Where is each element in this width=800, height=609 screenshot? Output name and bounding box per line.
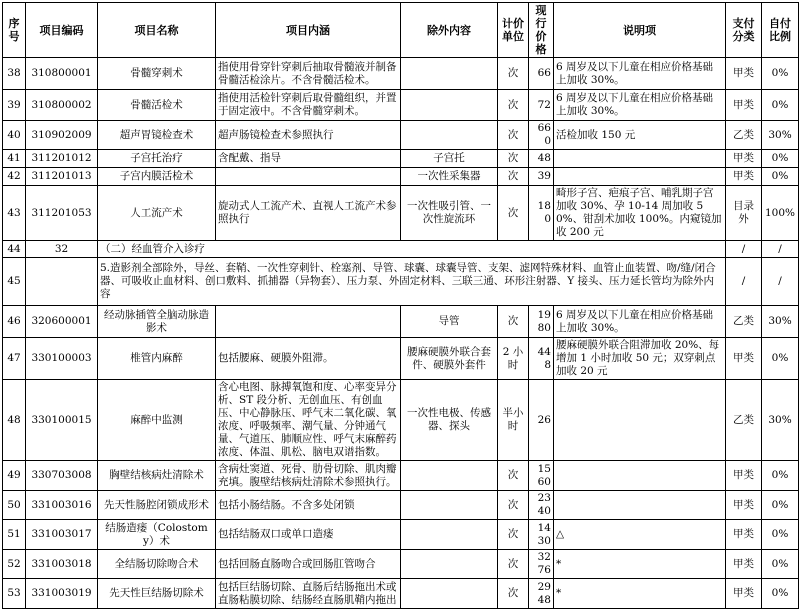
cell-payment-class: 甲类: [726, 338, 762, 380]
table-row: [3, 491, 799, 520]
cell-code: 311201012: [26, 150, 98, 168]
table-row: [3, 258, 799, 306]
cell-self-pay-ratio: 0%: [762, 550, 799, 579]
cell-self-pay-ratio: 0%: [762, 58, 799, 90]
cell-payment-class: 甲类: [726, 579, 762, 609]
header-excluded: 除外内容: [401, 3, 498, 58]
cell-unit: 次: [498, 186, 529, 241]
cell-price: 660: [529, 121, 554, 150]
cell-seq: 48: [3, 380, 26, 461]
cell-seq: 40: [3, 121, 26, 150]
cell-self-pay-ratio: 0%: [762, 150, 799, 168]
cell-name: 椎管内麻醉: [98, 338, 216, 380]
cell-price: 3276: [529, 550, 554, 579]
cell-code: 32: [26, 241, 98, 258]
header-name: 项目名称: [98, 3, 216, 58]
cell-payment-class: 乙类: [726, 380, 762, 461]
table-row: [3, 90, 799, 121]
cell-self-pay-ratio: 0%: [762, 491, 799, 520]
cell-payment-class: /: [726, 258, 762, 306]
cell-self-pay-ratio: 0%: [762, 90, 799, 121]
cell-payment-class: 甲类: [726, 150, 762, 168]
cell-notes: *: [554, 579, 726, 609]
cell-self-pay-ratio: 30%: [762, 380, 799, 461]
cell-price: 72: [529, 90, 554, 121]
cell-content: 包括结肠双口或单口造瘘: [216, 520, 401, 550]
cell-self-pay-ratio: 100%: [762, 186, 799, 241]
cell-name: 结肠造瘘（Colostomy）术: [98, 520, 216, 550]
cell-seq: 39: [3, 90, 26, 121]
table-row: [3, 461, 799, 491]
header-payment-class: 支付分类: [726, 3, 762, 58]
cell-excluded: 一次性电极、传感器、探头: [401, 380, 498, 461]
cell-code: 330100015: [26, 380, 98, 461]
cell-price: 2948: [529, 579, 554, 609]
cell-price: 2340: [529, 491, 554, 520]
cell-name: 人工流产术: [98, 186, 216, 241]
cell-code: 331003019: [26, 579, 98, 609]
cell-notes: 活检加收 150 元: [554, 121, 726, 150]
cell-name: 麻醉中监测: [98, 380, 216, 461]
cell-notes: *: [554, 550, 726, 579]
cell-name: 超声胃镜检查术: [98, 121, 216, 150]
cell-content: 包括巨结肠切除、直肠后结肠拖出术或直肠粘膜切除、结肠经直肠肌鞘内拖出: [216, 579, 401, 609]
cell-price: 66: [529, 58, 554, 90]
cell-seq: 42: [3, 168, 26, 186]
cell-notes: 畸形子宫、疤痕子宫、哺乳期子宫加收 30%、孕 10-14 周加收 50%、钳刮术加收 100%。内窥镜加收 200 元: [554, 186, 726, 241]
cell-payment-class: 甲类: [726, 520, 762, 550]
cell-code: 331003017: [26, 520, 98, 550]
cell-code: 330703008: [26, 461, 98, 491]
cell-code: 331003018: [26, 550, 98, 579]
cell-unit: 2 小时: [498, 338, 529, 380]
cell-self-pay-ratio: 30%: [762, 121, 799, 150]
cell-excluded: [401, 491, 498, 520]
header-self-pay-ratio: 自付比例: [762, 3, 799, 58]
cell-notes: [554, 168, 726, 186]
table-row: [3, 150, 799, 168]
cell-price: 48: [529, 150, 554, 168]
cell-content: 含病灶窦道、死骨、肋骨切除、肌肉瓣充填。腹壁结核病灶清除术参照执行。: [216, 461, 401, 491]
cell-seq: 44: [3, 241, 26, 258]
cell-payment-class: 甲类: [726, 90, 762, 121]
cell-name: 先天性肠腔闭锁成形术: [98, 491, 216, 520]
cell-self-pay-ratio: 0%: [762, 579, 799, 609]
cell-price: 180: [529, 186, 554, 241]
cell-name: 子宫内膜活检术: [98, 168, 216, 186]
cell-notes: 6 周岁及以下儿童在相应价格基础上加收 30%。: [554, 90, 726, 121]
header-code: 项目编码: [26, 3, 98, 58]
table-row: [3, 380, 799, 461]
cell-seq: 52: [3, 550, 26, 579]
cell-excluded: 子宫托: [401, 150, 498, 168]
cell-code: 310800002: [26, 90, 98, 121]
cell-payment-class: /: [726, 241, 762, 258]
cell-seq: 47: [3, 338, 26, 380]
cell-code: 311201053: [26, 186, 98, 241]
cell-name: 经动脉插管全脑动脉造影术: [98, 306, 216, 338]
cell-self-pay-ratio: /: [762, 258, 799, 306]
cell-notes: △: [554, 520, 726, 550]
cell-unit: 次: [498, 121, 529, 150]
cell-price: 1980: [529, 306, 554, 338]
cell-self-pay-ratio: 0%: [762, 338, 799, 380]
cell-price: 448: [529, 338, 554, 380]
cell-notes: [554, 150, 726, 168]
cell-name: 先天性巨结肠切除术: [98, 579, 216, 609]
cell-content: 指使用骨穿针穿刺后抽取骨髓液并制备骨髓活检涂片。不含骨髓活检术。: [216, 58, 401, 90]
cell-seq: 43: [3, 186, 26, 241]
header-unit: 计价单位: [498, 3, 529, 58]
cell-name: 骨髓穿刺术: [98, 58, 216, 90]
cell-self-pay-ratio: /: [762, 241, 799, 258]
cell-seq: 45: [3, 258, 26, 306]
cell-payment-class: 甲类: [726, 58, 762, 90]
cell-code: 310902009: [26, 121, 98, 150]
cell-seq: 53: [3, 579, 26, 609]
cell-self-pay-ratio: 0%: [762, 461, 799, 491]
cell-excluded: 腰麻硬膜外联合套件、硬膜外套件: [401, 338, 498, 380]
header-seq: 序号: [3, 3, 26, 58]
cell-unit: 次: [498, 150, 529, 168]
table-row: [3, 241, 799, 258]
table-row: [3, 550, 799, 579]
cell-seq: 50: [3, 491, 26, 520]
fee-schedule-table: [2, 2, 799, 609]
table-row: [3, 579, 799, 609]
cell-content: 包括腰麻、硬膜外阻滞。: [216, 338, 401, 380]
cell-code: 310800001: [26, 58, 98, 90]
table-row: [3, 306, 799, 338]
cell-self-pay-ratio: 30%: [762, 306, 799, 338]
cell-seq: 46: [3, 306, 26, 338]
cell-content: 包括回肠直肠吻合或回肠肛管吻合: [216, 550, 401, 579]
cell-unit: 次: [498, 58, 529, 90]
cell-payment-class: 甲类: [726, 491, 762, 520]
cell-payment-class: 甲类: [726, 168, 762, 186]
table-header-row: [3, 3, 799, 58]
table-row: [3, 520, 799, 550]
cell-unit: 次: [498, 579, 529, 609]
cell-notes: 6 周岁及以下儿童在相应价格基础上加收 30%。: [554, 58, 726, 90]
cell-unit: 半小时: [498, 380, 529, 461]
cell-excluded: 导管: [401, 306, 498, 338]
cell-code: 330100003: [26, 338, 98, 380]
cell-excluded: [401, 550, 498, 579]
cell-unit: 次: [498, 168, 529, 186]
cell-payment-class: 乙类: [726, 121, 762, 150]
cell-unit: 次: [498, 550, 529, 579]
cell-excluded: 一次性采集器: [401, 168, 498, 186]
cell-price: 1560: [529, 461, 554, 491]
table-row: [3, 121, 799, 150]
table-row: [3, 58, 799, 90]
table-row: [3, 338, 799, 380]
section-heading: （二）经血管介入诊疗: [98, 241, 726, 258]
header-content: 项目内涵: [216, 3, 401, 58]
cell-content: 旋动式人工流产术、直视人工流产术参照执行: [216, 186, 401, 241]
cell-payment-class: 乙类: [726, 306, 762, 338]
cell-content: 含心电图、脉搏氧饱和度、心率变异分析、ST 段分析、无创血压、有创血压、中心静脉压、呼气末二氧化碳、氧浓度、呼吸频率、潮气量、分钟通气量、气道压、肺顺应性、呼气末麻醉药浓度、体温、肌松、脑电双谱指数。: [216, 380, 401, 461]
exclusion-note: 5.造影剂全部除外，导丝、套鞘、一次性穿刺针、栓塞剂、导管、球囊、球囊导管、支架、滤网特殊材料、血管止血装置、吻/缝/闭合器、可吸收止血材料、创口敷料、抓捕器（异物套）、压力泵、外固定材料、三联三通、环形注射器、Y 接头、压力延长管均为除外内容: [98, 258, 726, 306]
cell-notes: [554, 491, 726, 520]
cell-seq: 38: [3, 58, 26, 90]
cell-name: 子宫托治疗: [98, 150, 216, 168]
cell-payment-class: 甲类: [726, 461, 762, 491]
cell-content: 包括小肠结肠。不含多处闭锁: [216, 491, 401, 520]
cell-excluded: [401, 121, 498, 150]
cell-name: 骨髓活检术: [98, 90, 216, 121]
cell-unit: 次: [498, 461, 529, 491]
cell-seq: 51: [3, 520, 26, 550]
cell-notes: [554, 380, 726, 461]
cell-price: 39: [529, 168, 554, 186]
cell-code: [26, 258, 98, 306]
cell-self-pay-ratio: 0%: [762, 520, 799, 550]
cell-notes: 6 周岁及以下儿童在相应价格基础上加收 30%。: [554, 306, 726, 338]
cell-price: 1430: [529, 520, 554, 550]
cell-notes: 腰麻硬膜外联合阻滞加收 20%、每增加 1 小时加收 50 元；双穿刺点加收 20 元: [554, 338, 726, 380]
header-notes: 说明项: [554, 3, 726, 58]
cell-name: 胸壁结核病灶清除术: [98, 461, 216, 491]
header-price: 现行价格: [529, 3, 554, 58]
cell-excluded: [401, 579, 498, 609]
cell-code: 331003016: [26, 491, 98, 520]
cell-code: 311201013: [26, 168, 98, 186]
table-row: [3, 186, 799, 241]
cell-code: 320600001: [26, 306, 98, 338]
cell-content: [216, 306, 401, 338]
cell-payment-class: 甲类: [726, 550, 762, 579]
cell-excluded: [401, 90, 498, 121]
cell-content: 含配戴、指导: [216, 150, 401, 168]
cell-content: [216, 168, 401, 186]
cell-unit: 次: [498, 491, 529, 520]
table-row: [3, 168, 799, 186]
cell-self-pay-ratio: 0%: [762, 168, 799, 186]
cell-excluded: 一次性吸引管、一次性旋流环: [401, 186, 498, 241]
cell-unit: 次: [498, 306, 529, 338]
cell-unit: 次: [498, 90, 529, 121]
cell-price: 26: [529, 380, 554, 461]
cell-payment-class: 目录外: [726, 186, 762, 241]
cell-excluded: [401, 58, 498, 90]
cell-seq: 49: [3, 461, 26, 491]
cell-name: 全结肠切除吻合术: [98, 550, 216, 579]
cell-excluded: [401, 461, 498, 491]
cell-content: 指使用活检针穿刺后取骨髓组织，并置于固定液中。不含骨髓穿刺术。: [216, 90, 401, 121]
cell-seq: 41: [3, 150, 26, 168]
cell-excluded: [401, 520, 498, 550]
cell-notes: [554, 461, 726, 491]
cell-content: 超声肠镜检查术参照执行: [216, 121, 401, 150]
cell-unit: 次: [498, 520, 529, 550]
